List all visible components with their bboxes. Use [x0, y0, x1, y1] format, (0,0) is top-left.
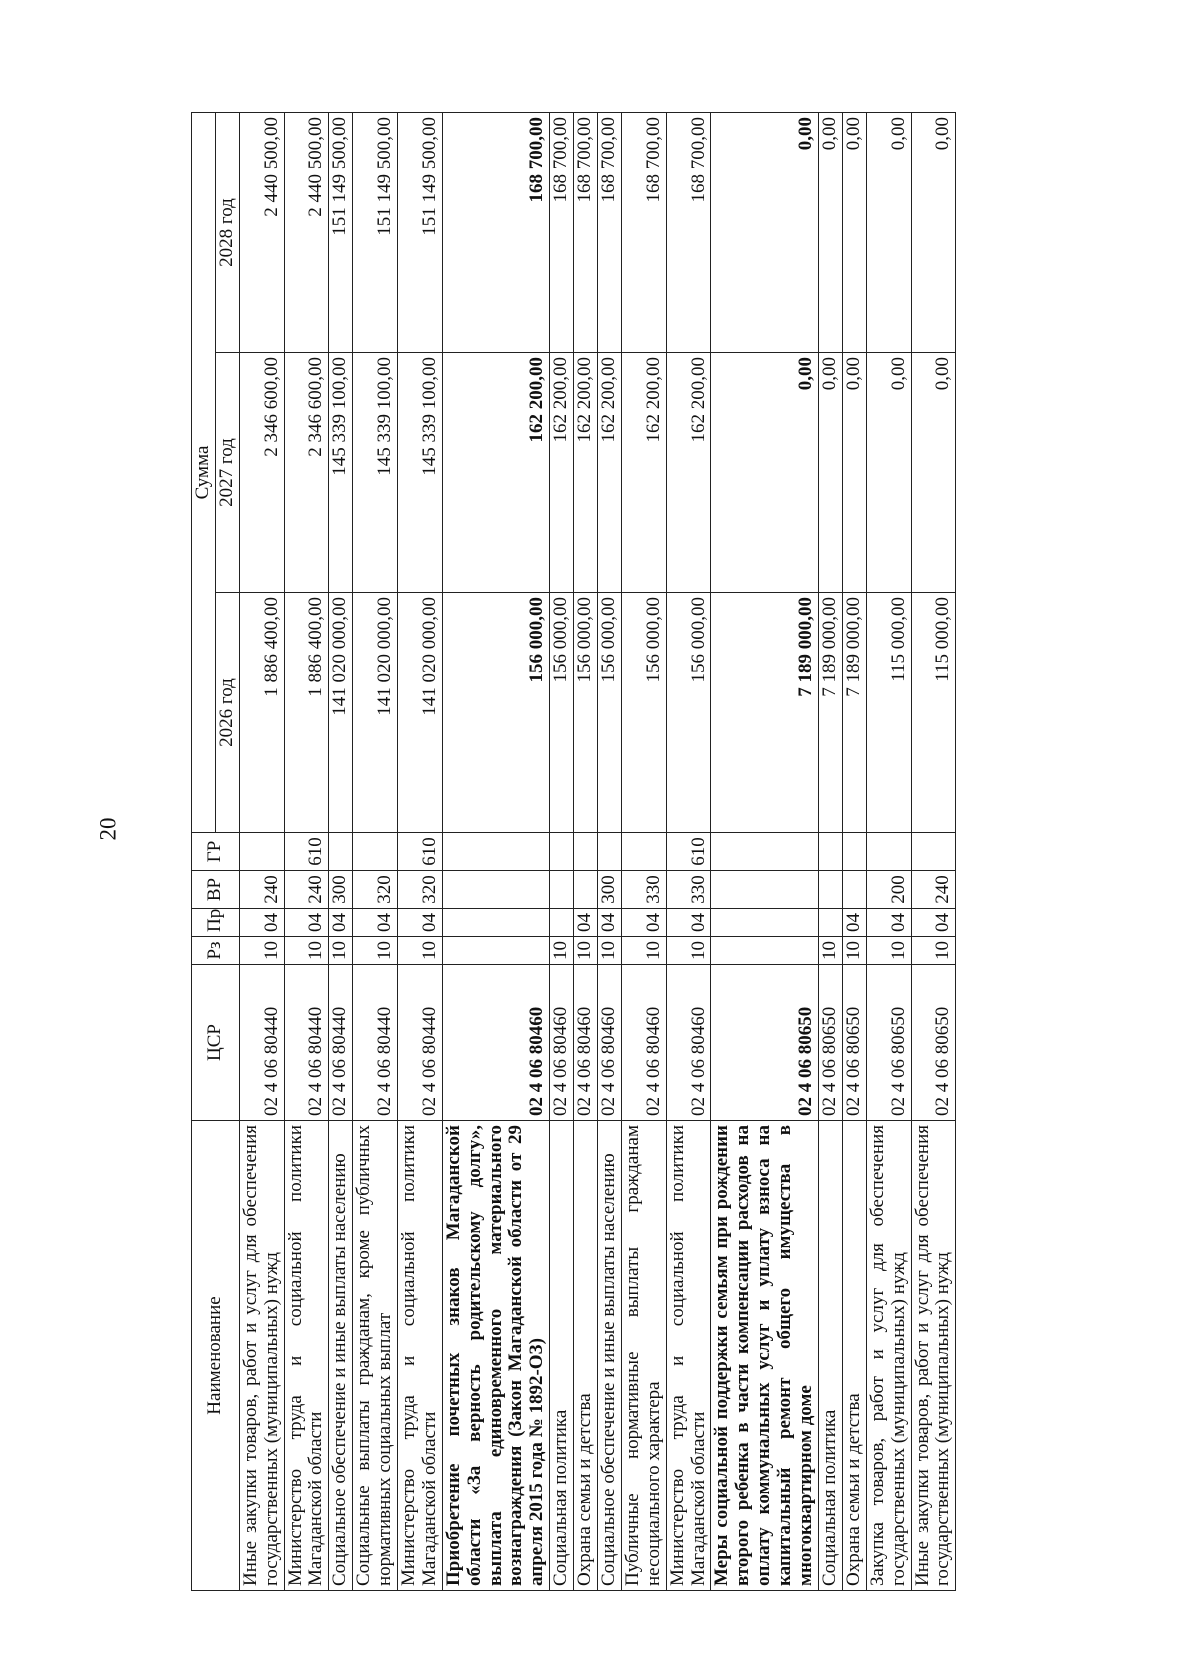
cell-sum-2027: 2 346 600,00	[284, 353, 329, 593]
cell-name: Министерство труда и социальной политики Магаданской области	[284, 1121, 329, 1591]
table-row	[284, 113, 329, 1591]
table-row	[842, 113, 866, 1591]
cell-pr: 04	[911, 909, 956, 937]
cell-pr: 04	[353, 909, 398, 937]
header-sum: Сумма	[192, 113, 216, 833]
cell-rz: 10	[550, 937, 574, 965]
table-row	[711, 113, 818, 1591]
cell-pr: 04	[621, 909, 666, 937]
cell-name: Социальное обеспечение и иные выплаты населению	[598, 1121, 622, 1591]
cell-name: Меры социальной поддержки семьям при рождении второго ребенка в части компенсации расходов на оплату коммунальных услуг и уплату взноса на капитальный ремонт общего имущества в многоквартирном доме	[711, 1121, 818, 1591]
cell-vr: 300	[329, 871, 353, 909]
cell-pr: 04	[398, 909, 443, 937]
cell-name: Министерство труда и социальной политики Магаданской области	[666, 1121, 711, 1591]
cell-rz: 10	[574, 937, 598, 965]
cell-sum-2027: 0,00	[842, 353, 866, 593]
cell-csr: 02 4 06 80650	[842, 965, 866, 1121]
cell-sum-2028: 0,00	[911, 113, 956, 353]
cell-sum-2028: 168 700,00	[574, 113, 598, 353]
table-row	[550, 113, 574, 1591]
table-row	[621, 113, 666, 1591]
cell-pr: 04	[666, 909, 711, 937]
cell-gr	[621, 833, 666, 871]
cell-name: Публичные нормативные выплаты гражданам несоциального характера	[621, 1121, 666, 1591]
cell-pr: 04	[239, 909, 284, 937]
cell-vr: 240	[911, 871, 956, 909]
header-pr: Пр	[192, 909, 240, 937]
cell-name: Приобретение почетных знаков Магаданской области «За верность родительскому долгу», выплата единовременного материального вознаграждения (Закон Магаданской области от 29 апреля 2015 года № 1892-ОЗ)	[442, 1121, 549, 1591]
cell-rz: 10	[329, 937, 353, 965]
header-year-2026: 2026 год	[215, 593, 239, 833]
cell-sum-2028: 0,00	[711, 113, 818, 353]
cell-name: Охрана семьи и детства	[574, 1121, 598, 1591]
cell-sum-2028: 2 440 500,00	[284, 113, 329, 353]
cell-vr	[550, 871, 574, 909]
cell-vr	[442, 871, 549, 909]
table-row	[353, 113, 398, 1591]
table-row	[818, 113, 842, 1591]
cell-sum-2026: 156 000,00	[574, 593, 598, 833]
cell-rz: 10	[621, 937, 666, 965]
cell-name: Охрана семьи и детства	[842, 1121, 866, 1591]
cell-vr: 330	[621, 871, 666, 909]
cell-pr	[442, 909, 549, 937]
cell-sum-2026: 141 020 000,00	[398, 593, 443, 833]
header-csr: ЦСР	[192, 965, 240, 1121]
cell-sum-2027: 162 200,00	[598, 353, 622, 593]
cell-rz: 10	[398, 937, 443, 965]
cell-pr	[711, 909, 818, 937]
header-row	[192, 113, 216, 1591]
cell-vr: 200	[866, 871, 911, 909]
cell-csr: 02 4 06 80460	[442, 965, 549, 1121]
page-number: 20	[95, 817, 121, 841]
cell-csr: 02 4 06 80440	[329, 965, 353, 1121]
cell-gr	[442, 833, 549, 871]
cell-name: Социальная политика	[550, 1121, 574, 1591]
cell-sum-2027: 162 200,00	[550, 353, 574, 593]
table-row	[598, 113, 622, 1591]
cell-csr: 02 4 06 80440	[239, 965, 284, 1121]
cell-gr	[353, 833, 398, 871]
cell-sum-2027: 0,00	[911, 353, 956, 593]
cell-csr: 02 4 06 80460	[598, 965, 622, 1121]
cell-csr: 02 4 06 80460	[550, 965, 574, 1121]
cell-name: Иные закупки товаров, работ и услуг для обеспечения государственных (муниципальных) нужд	[239, 1121, 284, 1591]
cell-name: Социальная политика	[818, 1121, 842, 1591]
cell-csr: 02 4 06 80460	[621, 965, 666, 1121]
cell-rz	[442, 937, 549, 965]
cell-csr: 02 4 06 80650	[866, 965, 911, 1121]
table-row	[329, 113, 353, 1591]
cell-vr: 300	[598, 871, 622, 909]
table-row	[398, 113, 443, 1591]
cell-sum-2028: 0,00	[866, 113, 911, 353]
cell-rz: 10	[842, 937, 866, 965]
cell-gr: 610	[284, 833, 329, 871]
table-row	[666, 113, 711, 1591]
cell-gr: 610	[666, 833, 711, 871]
cell-rz: 10	[239, 937, 284, 965]
cell-sum-2026: 7 189 000,00	[842, 593, 866, 833]
cell-sum-2026: 156 000,00	[598, 593, 622, 833]
cell-sum-2028: 168 700,00	[621, 113, 666, 353]
cell-sum-2026: 156 000,00	[442, 593, 549, 833]
cell-gr	[239, 833, 284, 871]
cell-sum-2028: 168 700,00	[442, 113, 549, 353]
cell-rz: 10	[284, 937, 329, 965]
cell-sum-2026: 1 886 400,00	[284, 593, 329, 833]
cell-sum-2026: 141 020 000,00	[353, 593, 398, 833]
cell-pr: 04	[842, 909, 866, 937]
cell-sum-2026: 156 000,00	[666, 593, 711, 833]
cell-sum-2027: 2 346 600,00	[239, 353, 284, 593]
cell-sum-2026: 156 000,00	[550, 593, 574, 833]
cell-vr: 320	[398, 871, 443, 909]
cell-sum-2026: 115 000,00	[911, 593, 956, 833]
cell-gr	[550, 833, 574, 871]
cell-vr: 240	[284, 871, 329, 909]
cell-gr	[598, 833, 622, 871]
cell-sum-2028: 151 149 500,00	[353, 113, 398, 353]
cell-rz: 10	[911, 937, 956, 965]
cell-sum-2028: 151 149 500,00	[398, 113, 443, 353]
cell-rz	[711, 937, 818, 965]
cell-sum-2028: 0,00	[818, 113, 842, 353]
cell-gr	[842, 833, 866, 871]
table-row	[574, 113, 598, 1591]
cell-pr: 04	[866, 909, 911, 937]
cell-pr	[550, 909, 574, 937]
cell-sum-2026: 156 000,00	[621, 593, 666, 833]
cell-sum-2028: 168 700,00	[598, 113, 622, 353]
cell-rz: 10	[666, 937, 711, 965]
header-year-2027: 2027 год	[215, 353, 239, 593]
cell-sum-2027: 162 200,00	[574, 353, 598, 593]
cell-gr	[711, 833, 818, 871]
cell-name: Социальное обеспечение и иные выплаты населению	[329, 1121, 353, 1591]
cell-name: Закупка товаров, работ и услуг для обеспечения государственных (муниципальных) нужд	[866, 1121, 911, 1591]
table-body	[239, 113, 956, 1591]
cell-sum-2027: 162 200,00	[666, 353, 711, 593]
cell-sum-2028: 0,00	[842, 113, 866, 353]
header-gr: ГР	[192, 833, 240, 871]
cell-sum-2026: 115 000,00	[866, 593, 911, 833]
cell-sum-2027: 162 200,00	[442, 353, 549, 593]
cell-gr: 610	[398, 833, 443, 871]
cell-csr: 02 4 06 80650	[711, 965, 818, 1121]
cell-gr	[866, 833, 911, 871]
cell-sum-2027: 145 339 100,00	[353, 353, 398, 593]
cell-csr: 02 4 06 80440	[284, 965, 329, 1121]
budget-table-sheet	[191, 113, 1129, 1591]
cell-name: Иные закупки товаров, работ и услуг для обеспечения государственных (муниципальных) нужд	[911, 1121, 956, 1591]
cell-gr	[329, 833, 353, 871]
header-vr: ВР	[192, 871, 240, 909]
cell-csr: 02 4 06 80650	[818, 965, 842, 1121]
cell-sum-2027: 162 200,00	[621, 353, 666, 593]
cell-pr: 04	[329, 909, 353, 937]
cell-gr	[818, 833, 842, 871]
cell-sum-2027: 0,00	[866, 353, 911, 593]
cell-sum-2026: 7 189 000,00	[818, 593, 842, 833]
cell-vr	[574, 871, 598, 909]
cell-rz: 10	[818, 937, 842, 965]
header-name: Наименование	[192, 1121, 240, 1591]
cell-sum-2027: 0,00	[711, 353, 818, 593]
cell-vr: 240	[239, 871, 284, 909]
cell-vr: 330	[666, 871, 711, 909]
cell-sum-2028: 151 149 500,00	[329, 113, 353, 353]
cell-sum-2027: 145 339 100,00	[398, 353, 443, 593]
cell-csr: 02 4 06 80440	[398, 965, 443, 1121]
cell-vr	[818, 871, 842, 909]
cell-name: Министерство труда и социальной политики Магаданской области	[398, 1121, 443, 1591]
cell-pr: 04	[574, 909, 598, 937]
cell-csr: 02 4 06 80460	[574, 965, 598, 1121]
cell-sum-2028: 2 440 500,00	[239, 113, 284, 353]
budget-table	[191, 112, 956, 1591]
cell-sum-2027: 145 339 100,00	[329, 353, 353, 593]
table-row	[911, 113, 956, 1591]
cell-vr	[711, 871, 818, 909]
cell-sum-2027: 0,00	[818, 353, 842, 593]
cell-gr	[574, 833, 598, 871]
cell-csr: 02 4 06 80650	[911, 965, 956, 1121]
table-row	[442, 113, 549, 1591]
cell-rz: 10	[353, 937, 398, 965]
cell-sum-2026: 1 886 400,00	[239, 593, 284, 833]
header-rz: Рз	[192, 937, 240, 965]
cell-pr	[818, 909, 842, 937]
cell-csr: 02 4 06 80440	[353, 965, 398, 1121]
cell-pr: 04	[284, 909, 329, 937]
cell-rz: 10	[866, 937, 911, 965]
cell-name: Социальные выплаты гражданам, кроме публичных нормативных социальных выплат	[353, 1121, 398, 1591]
cell-sum-2028: 168 700,00	[550, 113, 574, 353]
cell-sum-2028: 168 700,00	[666, 113, 711, 353]
cell-rz: 10	[598, 937, 622, 965]
cell-pr: 04	[598, 909, 622, 937]
cell-gr	[911, 833, 956, 871]
cell-vr	[842, 871, 866, 909]
table-row	[239, 113, 284, 1591]
cell-vr: 320	[353, 871, 398, 909]
header-year-2028: 2028 год	[215, 113, 239, 353]
table-row	[866, 113, 911, 1591]
cell-sum-2026: 141 020 000,00	[329, 593, 353, 833]
cell-sum-2026: 7 189 000,00	[711, 593, 818, 833]
cell-csr: 02 4 06 80460	[666, 965, 711, 1121]
